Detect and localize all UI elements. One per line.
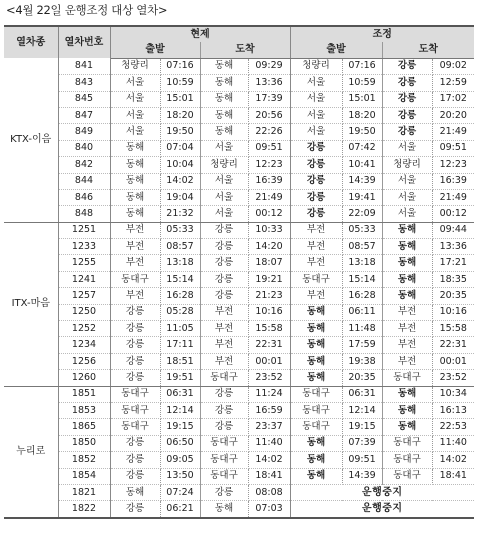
adjusted-arrive-time: 21:49 <box>432 189 474 205</box>
current-depart-time: 07:24 <box>160 484 200 500</box>
adjusted-depart-time: 19:50 <box>342 124 382 140</box>
adjusted-arrive-station: 동해 <box>382 239 432 255</box>
adjusted-depart-time: 19:41 <box>342 189 382 205</box>
current-depart-station: 동해 <box>110 484 160 500</box>
current-depart-time: 07:16 <box>160 58 200 74</box>
adjusted-depart-time: 07:42 <box>342 140 382 156</box>
adjusted-arrive-station: 강릉 <box>382 58 432 74</box>
current-arrive-station: 동해 <box>200 58 248 74</box>
current-depart-station: 강릉 <box>110 337 160 353</box>
adjusted-arrive-station: 동대구 <box>382 435 432 451</box>
table-row <box>4 271 474 287</box>
current-depart-station: 강릉 <box>110 321 160 337</box>
suspended-label: 운행중지 <box>290 501 474 518</box>
current-arrive-time: 14:02 <box>248 452 290 468</box>
current-arrive-time: 23:37 <box>248 419 290 435</box>
schedule-body <box>4 58 474 517</box>
header-adjusted-depart: 출발 <box>290 42 382 58</box>
current-arrive-station: 강릉 <box>200 222 248 238</box>
group-label: KTX-이음 <box>4 58 58 222</box>
current-arrive-station: 부전 <box>200 304 248 320</box>
adjusted-depart-station: 강릉 <box>290 157 342 173</box>
page-title: <4월 22일 운행조정 대상 열차> <box>6 3 168 17</box>
table-row <box>4 91 474 107</box>
current-arrive-station: 청량리 <box>200 157 248 173</box>
table-row <box>4 501 474 518</box>
suspended-label: 운행중지 <box>290 484 474 500</box>
current-depart-time: 18:51 <box>160 353 200 369</box>
adjusted-arrive-station: 서울 <box>382 189 432 205</box>
train-number: 844 <box>58 173 110 189</box>
adjusted-depart-time: 05:33 <box>342 222 382 238</box>
adjusted-depart-station: 동해 <box>290 435 342 451</box>
adjusted-depart-time: 10:59 <box>342 75 382 91</box>
adjusted-arrive-time: 21:49 <box>432 124 474 140</box>
adjusted-depart-station: 강릉 <box>290 189 342 205</box>
adjusted-arrive-time: 16:39 <box>432 173 474 189</box>
train-number: 1821 <box>58 484 110 500</box>
adjusted-arrive-time: 10:16 <box>432 304 474 320</box>
current-depart-time: 05:33 <box>160 222 200 238</box>
train-number: 1822 <box>58 501 110 518</box>
current-arrive-station: 동대구 <box>200 435 248 451</box>
adjusted-arrive-station: 서울 <box>382 173 432 189</box>
train-number: 840 <box>58 140 110 156</box>
current-arrive-time: 11:24 <box>248 386 290 402</box>
adjusted-arrive-time: 15:58 <box>432 321 474 337</box>
adjusted-arrive-time: 20:20 <box>432 107 474 123</box>
train-number: 1251 <box>58 222 110 238</box>
table-row <box>4 157 474 173</box>
current-arrive-time: 09:51 <box>248 140 290 156</box>
current-arrive-station: 강릉 <box>200 419 248 435</box>
current-arrive-time: 11:40 <box>248 435 290 451</box>
current-arrive-station: 동해 <box>200 124 248 140</box>
current-depart-station: 동해 <box>110 189 160 205</box>
current-arrive-station: 강릉 <box>200 484 248 500</box>
adjusted-depart-station: 동해 <box>290 321 342 337</box>
current-arrive-station: 강릉 <box>200 271 248 287</box>
current-depart-time: 05:28 <box>160 304 200 320</box>
current-depart-station: 동해 <box>110 157 160 173</box>
header-train-no: 열차번호 <box>58 26 110 58</box>
current-depart-time: 06:21 <box>160 501 200 518</box>
train-number: 845 <box>58 91 110 107</box>
current-arrive-station: 강릉 <box>200 255 248 271</box>
adjusted-arrive-station: 청량리 <box>382 157 432 173</box>
current-depart-time: 14:02 <box>160 173 200 189</box>
adjusted-arrive-station: 부전 <box>382 304 432 320</box>
current-depart-station: 동해 <box>110 140 160 156</box>
adjusted-arrive-station: 동해 <box>382 255 432 271</box>
table-row <box>4 402 474 418</box>
current-arrive-time: 21:49 <box>248 189 290 205</box>
adjusted-arrive-station: 강릉 <box>382 107 432 123</box>
current-arrive-station: 서울 <box>200 206 248 222</box>
current-depart-time: 19:50 <box>160 124 200 140</box>
header-current: 현제 <box>110 26 290 42</box>
train-number: 1850 <box>58 435 110 451</box>
train-number: 1852 <box>58 452 110 468</box>
adjusted-arrive-station: 동대구 <box>382 468 432 484</box>
adjusted-arrive-time: 09:51 <box>432 140 474 156</box>
adjusted-arrive-station: 동대구 <box>382 452 432 468</box>
current-arrive-station: 강릉 <box>200 239 248 255</box>
current-depart-station: 부전 <box>110 255 160 271</box>
current-arrive-station: 강릉 <box>200 386 248 402</box>
train-number: 842 <box>58 157 110 173</box>
current-arrive-station: 서울 <box>200 173 248 189</box>
current-depart-time: 06:31 <box>160 386 200 402</box>
adjusted-depart-station: 부전 <box>290 288 342 304</box>
table-row <box>4 206 474 222</box>
adjusted-depart-station: 동해 <box>290 370 342 386</box>
current-depart-station: 부전 <box>110 288 160 304</box>
current-arrive-time: 19:21 <box>248 271 290 287</box>
adjusted-arrive-station: 동대구 <box>382 370 432 386</box>
current-depart-time: 16:28 <box>160 288 200 304</box>
current-depart-time: 10:59 <box>160 75 200 91</box>
table-row <box>4 337 474 353</box>
train-number: 1260 <box>58 370 110 386</box>
table-row <box>4 222 474 238</box>
adjusted-depart-time: 09:51 <box>342 452 382 468</box>
adjusted-depart-time: 10:41 <box>342 157 382 173</box>
adjusted-depart-time: 07:39 <box>342 435 382 451</box>
current-arrive-time: 22:26 <box>248 124 290 140</box>
current-depart-time: 13:50 <box>160 468 200 484</box>
train-number: 1865 <box>58 419 110 435</box>
adjusted-arrive-station: 부전 <box>382 353 432 369</box>
current-depart-time: 18:20 <box>160 107 200 123</box>
adjusted-arrive-time: 22:53 <box>432 419 474 435</box>
train-number: 1233 <box>58 239 110 255</box>
adjusted-depart-time: 17:59 <box>342 337 382 353</box>
adjusted-depart-time: 06:11 <box>342 304 382 320</box>
current-depart-station: 강릉 <box>110 304 160 320</box>
adjusted-arrive-time: 22:31 <box>432 337 474 353</box>
train-number: 847 <box>58 107 110 123</box>
current-arrive-time: 16:39 <box>248 173 290 189</box>
current-arrive-station: 강릉 <box>200 288 248 304</box>
header-train-type: 열차종 <box>4 26 58 58</box>
current-arrive-time: 12:23 <box>248 157 290 173</box>
current-depart-time: 07:04 <box>160 140 200 156</box>
current-depart-station: 동해 <box>110 173 160 189</box>
adjusted-arrive-time: 16:13 <box>432 402 474 418</box>
table-row <box>4 484 474 500</box>
adjusted-arrive-station: 동해 <box>382 222 432 238</box>
adjusted-depart-time: 15:01 <box>342 91 382 107</box>
adjusted-arrive-station: 동해 <box>382 288 432 304</box>
adjusted-depart-station: 동해 <box>290 468 342 484</box>
current-depart-time: 15:01 <box>160 91 200 107</box>
adjusted-arrive-station: 동해 <box>382 271 432 287</box>
adjusted-depart-time: 11:48 <box>342 321 382 337</box>
schedule-table <box>4 25 474 519</box>
current-arrive-station: 동해 <box>200 75 248 91</box>
table-row <box>4 58 474 74</box>
adjusted-depart-time: 14:39 <box>342 468 382 484</box>
train-number: 1234 <box>58 337 110 353</box>
adjusted-depart-station: 강릉 <box>290 206 342 222</box>
adjusted-arrive-time: 09:02 <box>432 58 474 74</box>
adjusted-arrive-station: 서울 <box>382 206 432 222</box>
adjusted-depart-station: 강릉 <box>290 140 342 156</box>
current-arrive-time: 10:33 <box>248 222 290 238</box>
current-depart-time: 10:04 <box>160 157 200 173</box>
current-arrive-time: 16:59 <box>248 402 290 418</box>
adjusted-depart-station: 서울 <box>290 91 342 107</box>
table-row <box>4 353 474 369</box>
table-row <box>4 321 474 337</box>
adjusted-depart-station: 청량리 <box>290 58 342 74</box>
current-arrive-station: 강릉 <box>200 402 248 418</box>
table-row <box>4 435 474 451</box>
train-number: 846 <box>58 189 110 205</box>
table-row <box>4 124 474 140</box>
adjusted-arrive-station: 동해 <box>382 419 432 435</box>
adjusted-depart-station: 부전 <box>290 222 342 238</box>
table-row <box>4 75 474 91</box>
current-arrive-station: 부전 <box>200 353 248 369</box>
table-row <box>4 255 474 271</box>
adjusted-depart-time: 06:31 <box>342 386 382 402</box>
current-depart-time: 17:11 <box>160 337 200 353</box>
adjusted-depart-station: 동해 <box>290 452 342 468</box>
current-arrive-time: 21:23 <box>248 288 290 304</box>
header-current-depart: 출발 <box>110 42 200 58</box>
adjusted-depart-station: 강릉 <box>290 173 342 189</box>
current-depart-time: 12:14 <box>160 402 200 418</box>
adjusted-arrive-time: 17:02 <box>432 91 474 107</box>
current-arrive-station: 동대구 <box>200 468 248 484</box>
current-arrive-station: 동대구 <box>200 370 248 386</box>
header-adjusted: 조정 <box>290 26 474 42</box>
current-arrive-station: 부전 <box>200 337 248 353</box>
current-arrive-time: 07:03 <box>248 501 290 518</box>
table-row <box>4 370 474 386</box>
train-number: 1854 <box>58 468 110 484</box>
header-current-arrive: 도착 <box>200 42 290 58</box>
current-depart-station: 서울 <box>110 75 160 91</box>
current-arrive-time: 15:58 <box>248 321 290 337</box>
table-row <box>4 107 474 123</box>
adjusted-arrive-station: 강릉 <box>382 91 432 107</box>
train-number: 849 <box>58 124 110 140</box>
current-arrive-station: 동대구 <box>200 452 248 468</box>
table-row <box>4 189 474 205</box>
adjusted-arrive-station: 동해 <box>382 386 432 402</box>
adjusted-arrive-time: 14:02 <box>432 452 474 468</box>
adjusted-depart-time: 18:20 <box>342 107 382 123</box>
adjusted-depart-station: 동해 <box>290 304 342 320</box>
current-arrive-time: 14:20 <box>248 239 290 255</box>
train-number: 1241 <box>58 271 110 287</box>
current-depart-station: 강릉 <box>110 468 160 484</box>
train-number: 848 <box>58 206 110 222</box>
current-depart-time: 19:51 <box>160 370 200 386</box>
current-depart-station: 강릉 <box>110 452 160 468</box>
adjusted-arrive-station: 강릉 <box>382 75 432 91</box>
adjusted-arrive-station: 부전 <box>382 321 432 337</box>
adjusted-depart-station: 동해 <box>290 337 342 353</box>
adjusted-depart-time: 22:09 <box>342 206 382 222</box>
current-depart-time: 15:14 <box>160 271 200 287</box>
current-arrive-station: 서울 <box>200 189 248 205</box>
adjusted-depart-time: 15:14 <box>342 271 382 287</box>
current-arrive-time: 10:16 <box>248 304 290 320</box>
adjusted-depart-time: 13:18 <box>342 255 382 271</box>
adjusted-arrive-station: 서울 <box>382 140 432 156</box>
adjusted-arrive-station: 부전 <box>382 337 432 353</box>
current-arrive-time: 22:31 <box>248 337 290 353</box>
current-depart-station: 서울 <box>110 91 160 107</box>
adjusted-depart-time: 19:15 <box>342 419 382 435</box>
adjusted-arrive-time: 10:34 <box>432 386 474 402</box>
current-arrive-time: 17:39 <box>248 91 290 107</box>
current-arrive-time: 00:01 <box>248 353 290 369</box>
current-depart-time: 11:05 <box>160 321 200 337</box>
current-arrive-station: 동해 <box>200 91 248 107</box>
adjusted-depart-station: 동대구 <box>290 271 342 287</box>
table-row <box>4 452 474 468</box>
current-arrive-station: 서울 <box>200 140 248 156</box>
current-depart-station: 서울 <box>110 107 160 123</box>
adjusted-depart-time: 12:14 <box>342 402 382 418</box>
train-number: 1851 <box>58 386 110 402</box>
adjusted-arrive-time: 17:21 <box>432 255 474 271</box>
table-row <box>4 419 474 435</box>
current-arrive-time: 09:29 <box>248 58 290 74</box>
train-number: 1256 <box>58 353 110 369</box>
adjusted-depart-station: 동대구 <box>290 402 342 418</box>
current-depart-time: 09:05 <box>160 452 200 468</box>
adjusted-depart-time: 07:16 <box>342 58 382 74</box>
train-number: 1252 <box>58 321 110 337</box>
current-depart-station: 동해 <box>110 206 160 222</box>
train-number: 1257 <box>58 288 110 304</box>
train-number: 843 <box>58 75 110 91</box>
current-depart-time: 19:15 <box>160 419 200 435</box>
adjusted-depart-station: 서울 <box>290 124 342 140</box>
current-arrive-station: 동해 <box>200 501 248 518</box>
current-depart-station: 부전 <box>110 222 160 238</box>
table-row <box>4 140 474 156</box>
current-depart-station: 서울 <box>110 124 160 140</box>
current-depart-station: 청량리 <box>110 58 160 74</box>
train-number: 1255 <box>58 255 110 271</box>
table-row <box>4 468 474 484</box>
current-depart-station: 동대구 <box>110 419 160 435</box>
current-depart-station: 강릉 <box>110 353 160 369</box>
adjusted-depart-station: 서울 <box>290 107 342 123</box>
current-arrive-time: 23:52 <box>248 370 290 386</box>
adjusted-arrive-time: 11:40 <box>432 435 474 451</box>
adjusted-arrive-time: 18:35 <box>432 271 474 287</box>
current-arrive-station: 부전 <box>200 321 248 337</box>
adjusted-depart-time: 20:35 <box>342 370 382 386</box>
current-depart-station: 강릉 <box>110 370 160 386</box>
current-arrive-time: 18:41 <box>248 468 290 484</box>
adjusted-arrive-station: 동해 <box>382 402 432 418</box>
adjusted-arrive-time: 09:44 <box>432 222 474 238</box>
header-adjusted-arrive: 도착 <box>382 42 474 58</box>
table-row <box>4 386 474 402</box>
table-row <box>4 304 474 320</box>
adjusted-arrive-time: 18:41 <box>432 468 474 484</box>
adjusted-depart-time: 14:39 <box>342 173 382 189</box>
adjusted-depart-station: 동해 <box>290 353 342 369</box>
current-depart-station: 강릉 <box>110 435 160 451</box>
group-label: 누리로 <box>4 386 58 518</box>
adjusted-arrive-time: 20:35 <box>432 288 474 304</box>
train-number: 1853 <box>58 402 110 418</box>
adjusted-depart-time: 19:38 <box>342 353 382 369</box>
current-arrive-time: 13:36 <box>248 75 290 91</box>
adjusted-depart-station: 서울 <box>290 75 342 91</box>
table-row <box>4 173 474 189</box>
train-number: 1250 <box>58 304 110 320</box>
adjusted-arrive-station: 강릉 <box>382 124 432 140</box>
current-depart-time: 21:32 <box>160 206 200 222</box>
adjusted-depart-station: 동대구 <box>290 386 342 402</box>
adjusted-arrive-time: 23:52 <box>432 370 474 386</box>
current-arrive-time: 18:07 <box>248 255 290 271</box>
adjusted-depart-time: 16:28 <box>342 288 382 304</box>
adjusted-arrive-time: 00:12 <box>432 206 474 222</box>
adjusted-arrive-time: 00:01 <box>432 353 474 369</box>
adjusted-depart-time: 08:57 <box>342 239 382 255</box>
current-arrive-time: 20:56 <box>248 107 290 123</box>
table-row <box>4 288 474 304</box>
current-depart-station: 동대구 <box>110 386 160 402</box>
adjusted-arrive-time: 13:36 <box>432 239 474 255</box>
current-depart-station: 부전 <box>110 239 160 255</box>
adjusted-depart-station: 부전 <box>290 255 342 271</box>
current-depart-time: 06:50 <box>160 435 200 451</box>
current-arrive-station: 동해 <box>200 107 248 123</box>
current-depart-time: 13:18 <box>160 255 200 271</box>
train-number: 841 <box>58 58 110 74</box>
adjusted-depart-station: 부전 <box>290 239 342 255</box>
current-depart-station: 강릉 <box>110 501 160 518</box>
group-label: ITX-마음 <box>4 222 58 386</box>
adjusted-arrive-time: 12:23 <box>432 157 474 173</box>
current-arrive-time: 08:08 <box>248 484 290 500</box>
table-row <box>4 239 474 255</box>
current-depart-time: 08:57 <box>160 239 200 255</box>
adjusted-depart-station: 동대구 <box>290 419 342 435</box>
current-depart-station: 동대구 <box>110 271 160 287</box>
current-arrive-time: 00:12 <box>248 206 290 222</box>
current-depart-station: 동대구 <box>110 402 160 418</box>
current-depart-time: 19:04 <box>160 189 200 205</box>
adjusted-arrive-time: 12:59 <box>432 75 474 91</box>
